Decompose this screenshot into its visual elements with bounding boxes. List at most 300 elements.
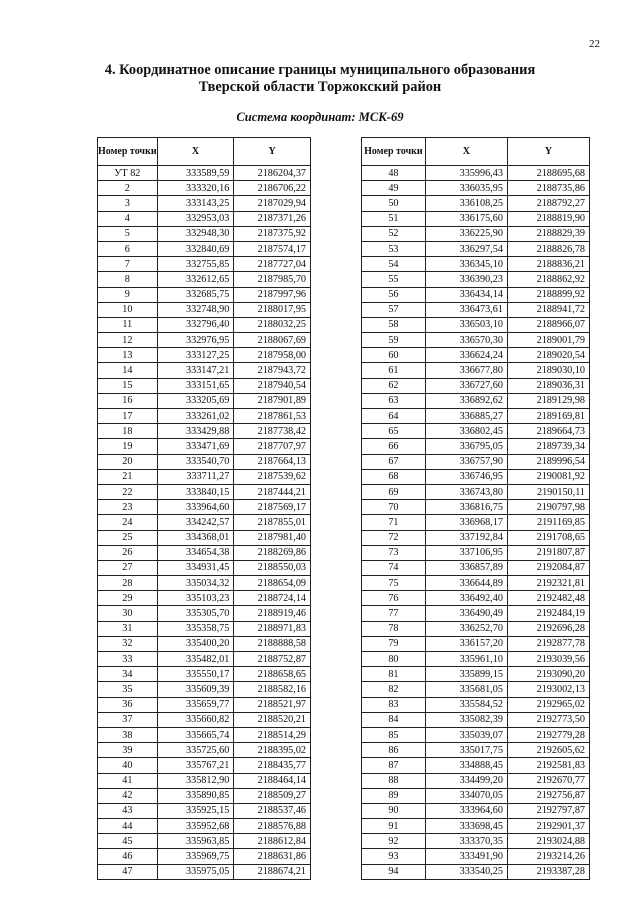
x-coordinate-cell: 335725,60: [157, 743, 234, 758]
point-number-cell: 53: [362, 241, 426, 256]
table-row: [362, 272, 590, 287]
table-row: [362, 849, 590, 864]
y-coordinate-cell: 2188509,27: [234, 788, 311, 803]
y-coordinate-cell: 2193024,88: [507, 834, 589, 849]
coordinate-system-subtitle: Система координат: МСК-69: [236, 110, 404, 124]
point-number-cell: 77: [362, 606, 426, 621]
x-coordinate-cell: 336677,80: [425, 363, 507, 378]
table-row: [362, 409, 590, 424]
table-row: [98, 317, 311, 332]
x-coordinate-cell: 332976,95: [157, 333, 234, 348]
x-coordinate-cell: 333540,25: [425, 864, 507, 879]
point-number-cell: 3: [98, 196, 158, 211]
table-row: [362, 439, 590, 454]
x-coordinate-cell: 335975,05: [157, 864, 234, 879]
point-number-cell: 4: [98, 211, 158, 226]
point-number-cell: 30: [98, 606, 158, 621]
table-row: [98, 226, 311, 241]
y-coordinate-cell: 2188521,97: [234, 697, 311, 712]
x-coordinate-cell: 335017,75: [425, 743, 507, 758]
x-coordinate-cell: 334931,45: [157, 560, 234, 575]
y-coordinate-cell: 2188576,88: [234, 819, 311, 834]
y-coordinate-cell: 2190797,98: [507, 500, 589, 515]
table-row: [362, 819, 590, 834]
x-coordinate-cell: 332612,65: [157, 272, 234, 287]
table-row: [98, 378, 311, 393]
x-coordinate-cell: 336434,14: [425, 287, 507, 302]
point-number-cell: 37: [98, 712, 158, 727]
x-coordinate-cell: 335609,39: [157, 682, 234, 697]
x-coordinate-cell: 336892,62: [425, 393, 507, 408]
x-coordinate-cell: 336727,60: [425, 378, 507, 393]
table-row: [362, 241, 590, 256]
point-number-cell: 47: [98, 864, 158, 879]
table-row: [98, 287, 311, 302]
table-row: [362, 864, 590, 879]
table-row: [98, 803, 311, 818]
table-row: [98, 241, 311, 256]
table-row: [98, 576, 311, 591]
y-coordinate-cell: 2192581,83: [507, 758, 589, 773]
table-row: [362, 333, 590, 348]
table-row: [98, 682, 311, 697]
point-number-cell: 21: [98, 469, 158, 484]
x-coordinate-cell: 333964,60: [425, 803, 507, 818]
table-row: [98, 652, 311, 667]
point-number-cell: 93: [362, 849, 426, 864]
table-row: [362, 576, 590, 591]
table-row: [98, 272, 311, 287]
point-number-cell: 90: [362, 803, 426, 818]
y-coordinate-cell: 2188582,16: [234, 682, 311, 697]
y-coordinate-cell: 2188899,92: [507, 287, 589, 302]
point-number-cell: 87: [362, 758, 426, 773]
point-number-cell: 25: [98, 530, 158, 545]
point-number-cell: 36: [98, 697, 158, 712]
y-coordinate-cell: 2188971,83: [234, 621, 311, 636]
point-number-cell: 52: [362, 226, 426, 241]
x-coordinate-cell: 333540,70: [157, 454, 234, 469]
y-coordinate-cell: 2186706,22: [234, 181, 311, 196]
table-row: [98, 302, 311, 317]
x-coordinate-cell: 333589,59: [157, 166, 234, 181]
x-coordinate-cell: 336503,10: [425, 317, 507, 332]
table-row: [98, 819, 311, 834]
y-coordinate-cell: 2192773,50: [507, 712, 589, 727]
x-coordinate-cell: 335767,21: [157, 758, 234, 773]
point-number-cell: 54: [362, 257, 426, 272]
point-number-cell: 71: [362, 515, 426, 530]
column-header-point: Номер точки: [362, 138, 426, 166]
table-row: [362, 181, 590, 196]
point-number-cell: 13: [98, 348, 158, 363]
point-number-cell: 48: [362, 166, 426, 181]
x-coordinate-cell: 333205,69: [157, 393, 234, 408]
point-number-cell: 82: [362, 682, 426, 697]
point-number-cell: 27: [98, 560, 158, 575]
y-coordinate-cell: 2188520,21: [234, 712, 311, 727]
table-row: [362, 697, 590, 712]
point-number-cell: 63: [362, 393, 426, 408]
table-row: [98, 333, 311, 348]
x-coordinate-cell: 332748,90: [157, 302, 234, 317]
point-number-cell: 51: [362, 211, 426, 226]
point-number-cell: 35: [98, 682, 158, 697]
x-coordinate-cell: 333261,02: [157, 409, 234, 424]
point-number-cell: 70: [362, 500, 426, 515]
point-number-cell: 91: [362, 819, 426, 834]
point-number-cell: 59: [362, 333, 426, 348]
x-coordinate-cell: 332953,03: [157, 211, 234, 226]
x-coordinate-cell: 333698,45: [425, 819, 507, 834]
x-coordinate-cell: 336157,20: [425, 636, 507, 651]
table-row: [98, 363, 311, 378]
table-row: [362, 348, 590, 363]
y-coordinate-cell: 2188514,29: [234, 727, 311, 742]
table-row: [362, 758, 590, 773]
table-row: [362, 211, 590, 226]
point-number-cell: 10: [98, 302, 158, 317]
x-coordinate-cell: 332685,75: [157, 287, 234, 302]
x-coordinate-cell: 334368,01: [157, 530, 234, 545]
x-coordinate-cell: 335899,15: [425, 667, 507, 682]
point-number-cell: 94: [362, 864, 426, 879]
y-coordinate-cell: 2188631,86: [234, 849, 311, 864]
x-coordinate-cell: 337192,84: [425, 530, 507, 545]
x-coordinate-cell: 333127,25: [157, 348, 234, 363]
y-coordinate-cell: 2187901,89: [234, 393, 311, 408]
x-coordinate-cell: 333711,27: [157, 469, 234, 484]
x-coordinate-cell: 334888,45: [425, 758, 507, 773]
x-coordinate-cell: 335665,74: [157, 727, 234, 742]
point-number-cell: 72: [362, 530, 426, 545]
y-coordinate-cell: 2193039,56: [507, 652, 589, 667]
table-row: [98, 196, 311, 211]
point-number-cell: 9: [98, 287, 158, 302]
table-row: [362, 196, 590, 211]
table-row: [98, 484, 311, 499]
y-coordinate-cell: 2188612,84: [234, 834, 311, 849]
point-number-cell: 68: [362, 469, 426, 484]
point-number-cell: 50: [362, 196, 426, 211]
y-coordinate-cell: 2187029,94: [234, 196, 311, 211]
table-row: [362, 226, 590, 241]
y-coordinate-cell: 2189030,10: [507, 363, 589, 378]
point-number-cell: 11: [98, 317, 158, 332]
y-coordinate-cell: 2188862,92: [507, 272, 589, 287]
column-header-x: X: [157, 138, 234, 166]
table-row: [362, 834, 590, 849]
point-number-cell: 32: [98, 636, 158, 651]
table-row: [98, 712, 311, 727]
y-coordinate-cell: 2187375,92: [234, 226, 311, 241]
y-coordinate-cell: 2192482,48: [507, 591, 589, 606]
point-number-cell: 80: [362, 652, 426, 667]
column-header-point: Номер точки: [98, 138, 158, 166]
table-row: [362, 469, 590, 484]
x-coordinate-cell: 336225,90: [425, 226, 507, 241]
x-coordinate-cell: 336644,89: [425, 576, 507, 591]
y-coordinate-cell: 2188826,78: [507, 241, 589, 256]
x-coordinate-cell: 335963,85: [157, 834, 234, 849]
column-header-y: Y: [507, 138, 589, 166]
table-row: [98, 530, 311, 545]
y-coordinate-cell: 2188919,46: [234, 606, 311, 621]
point-number-cell: 67: [362, 454, 426, 469]
x-coordinate-cell: 335681,05: [425, 682, 507, 697]
point-number-cell: 17: [98, 409, 158, 424]
table-row: [362, 712, 590, 727]
point-number-cell: 2: [98, 181, 158, 196]
y-coordinate-cell: 2189739,34: [507, 439, 589, 454]
point-number-cell: 45: [98, 834, 158, 849]
point-number-cell: 88: [362, 773, 426, 788]
table-row: [362, 773, 590, 788]
y-coordinate-cell: 2188032,25: [234, 317, 311, 332]
y-coordinate-cell: 2193387,28: [507, 864, 589, 879]
table-row: [98, 591, 311, 606]
x-coordinate-cell: 335400,20: [157, 636, 234, 651]
point-number-cell: 33: [98, 652, 158, 667]
point-number-cell: 14: [98, 363, 158, 378]
point-number-cell: 7: [98, 257, 158, 272]
table-row: [362, 166, 590, 181]
point-number-cell: УТ 82: [98, 166, 158, 181]
x-coordinate-cell: 336743,80: [425, 484, 507, 499]
point-number-cell: 89: [362, 788, 426, 803]
y-coordinate-cell: 2188735,86: [507, 181, 589, 196]
point-number-cell: 65: [362, 424, 426, 439]
x-coordinate-cell: 335584,52: [425, 697, 507, 712]
y-coordinate-cell: 2191807,87: [507, 545, 589, 560]
y-coordinate-cell: 2188695,68: [507, 166, 589, 181]
x-coordinate-cell: 333370,35: [425, 834, 507, 849]
y-coordinate-cell: 2188654,09: [234, 576, 311, 591]
table-row: [362, 393, 590, 408]
y-coordinate-cell: 2192779,28: [507, 727, 589, 742]
y-coordinate-cell: 2188017,95: [234, 302, 311, 317]
table-row: [98, 743, 311, 758]
table-row: [98, 697, 311, 712]
y-coordinate-cell: 2187981,40: [234, 530, 311, 545]
table-row: [362, 621, 590, 636]
y-coordinate-cell: 2188752,87: [234, 652, 311, 667]
table-row: [362, 743, 590, 758]
x-coordinate-cell: 335358,75: [157, 621, 234, 636]
y-coordinate-cell: 2187569,17: [234, 500, 311, 515]
table-row: [362, 606, 590, 621]
point-number-cell: 73: [362, 545, 426, 560]
table-row: [362, 317, 590, 332]
x-coordinate-cell: 335659,77: [157, 697, 234, 712]
x-coordinate-cell: 334654,38: [157, 545, 234, 560]
x-coordinate-cell: 333429,88: [157, 424, 234, 439]
y-coordinate-cell: 2189036,31: [507, 378, 589, 393]
x-coordinate-cell: 336570,30: [425, 333, 507, 348]
table-row: [362, 302, 590, 317]
x-coordinate-cell: 336473,61: [425, 302, 507, 317]
y-coordinate-cell: 2192756,87: [507, 788, 589, 803]
table-row: [98, 636, 311, 651]
point-number-cell: 84: [362, 712, 426, 727]
point-number-cell: 28: [98, 576, 158, 591]
point-number-cell: 57: [362, 302, 426, 317]
y-coordinate-cell: 2187985,70: [234, 272, 311, 287]
y-coordinate-cell: 2188836,21: [507, 257, 589, 272]
point-number-cell: 23: [98, 500, 158, 515]
y-coordinate-cell: 2188435,77: [234, 758, 311, 773]
y-coordinate-cell: 2187943,72: [234, 363, 311, 378]
y-coordinate-cell: 2188658,65: [234, 667, 311, 682]
point-number-cell: 24: [98, 515, 158, 530]
y-coordinate-cell: 2192877,78: [507, 636, 589, 651]
y-coordinate-cell: 2192797,87: [507, 803, 589, 818]
point-number-cell: 38: [98, 727, 158, 742]
title-line-1: 4. Координатное описание границы муниципального образования: [104, 62, 536, 78]
y-coordinate-cell: 2192965,02: [507, 697, 589, 712]
table-row: [98, 758, 311, 773]
point-number-cell: 46: [98, 849, 158, 864]
x-coordinate-cell: 333471,69: [157, 439, 234, 454]
column-header-x: X: [425, 138, 507, 166]
table-row: [362, 727, 590, 742]
y-coordinate-cell: 2187861,53: [234, 409, 311, 424]
point-number-cell: 49: [362, 181, 426, 196]
y-coordinate-cell: 2193090,20: [507, 667, 589, 682]
point-number-cell: 69: [362, 484, 426, 499]
table-row: [362, 287, 590, 302]
y-coordinate-cell: 2188941,72: [507, 302, 589, 317]
table-row: [98, 181, 311, 196]
y-coordinate-cell: 2187997,96: [234, 287, 311, 302]
y-coordinate-cell: 2193002,13: [507, 682, 589, 697]
point-number-cell: 8: [98, 272, 158, 287]
point-number-cell: 62: [362, 378, 426, 393]
y-coordinate-cell: 2188550,03: [234, 560, 311, 575]
y-coordinate-cell: 2192670,77: [507, 773, 589, 788]
y-coordinate-cell: 2188819,90: [507, 211, 589, 226]
table-row: [98, 393, 311, 408]
column-header-y: Y: [234, 138, 311, 166]
x-coordinate-cell: 333147,21: [157, 363, 234, 378]
x-coordinate-cell: 335812,90: [157, 773, 234, 788]
x-coordinate-cell: 335961,10: [425, 652, 507, 667]
point-number-cell: 58: [362, 317, 426, 332]
table-row: [362, 788, 590, 803]
point-number-cell: 83: [362, 697, 426, 712]
point-number-cell: 6: [98, 241, 158, 256]
x-coordinate-cell: 335103,23: [157, 591, 234, 606]
x-coordinate-cell: 333840,15: [157, 484, 234, 499]
y-coordinate-cell: 2188674,21: [234, 864, 311, 879]
table-row: [98, 211, 311, 226]
point-number-cell: 76: [362, 591, 426, 606]
table-row: [362, 560, 590, 575]
point-number-cell: 42: [98, 788, 158, 803]
x-coordinate-cell: 335996,43: [425, 166, 507, 181]
y-coordinate-cell: 2188966,07: [507, 317, 589, 332]
table-row: [362, 530, 590, 545]
y-coordinate-cell: 2192696,28: [507, 621, 589, 636]
table-row: [98, 257, 311, 272]
point-number-cell: 5: [98, 226, 158, 241]
table-row: [98, 424, 311, 439]
y-coordinate-cell: 2191169,85: [507, 515, 589, 530]
y-coordinate-cell: 2187855,01: [234, 515, 311, 530]
x-coordinate-cell: 335660,82: [157, 712, 234, 727]
table-row: [362, 257, 590, 272]
table-row: [98, 409, 311, 424]
x-coordinate-cell: 332796,40: [157, 317, 234, 332]
y-coordinate-cell: 2188792,27: [507, 196, 589, 211]
table-row: [98, 788, 311, 803]
table-row: [98, 606, 311, 621]
table-row: [98, 439, 311, 454]
point-number-cell: 12: [98, 333, 158, 348]
point-number-cell: 31: [98, 621, 158, 636]
x-coordinate-cell: 336795,05: [425, 439, 507, 454]
title-line-2: Тверской области Торжокский район: [198, 79, 442, 95]
x-coordinate-cell: 335890,85: [157, 788, 234, 803]
x-coordinate-cell: 335482,01: [157, 652, 234, 667]
coordinates-table-left: [97, 137, 311, 880]
table-row: [362, 363, 590, 378]
y-coordinate-cell: 2191708,65: [507, 530, 589, 545]
y-coordinate-cell: 2187371,26: [234, 211, 311, 226]
point-number-cell: 40: [98, 758, 158, 773]
y-coordinate-cell: 2188888,58: [234, 636, 311, 651]
x-coordinate-cell: 336624,24: [425, 348, 507, 363]
table-row: [362, 652, 590, 667]
y-coordinate-cell: 2189169,81: [507, 409, 589, 424]
x-coordinate-cell: 334070,05: [425, 788, 507, 803]
y-coordinate-cell: 2186204,37: [234, 166, 311, 181]
table-row: [98, 515, 311, 530]
table-row: [98, 667, 311, 682]
table-row: [362, 591, 590, 606]
table-row: [98, 166, 311, 181]
x-coordinate-cell: 333964,60: [157, 500, 234, 515]
x-coordinate-cell: 336757,90: [425, 454, 507, 469]
y-coordinate-cell: 2192084,87: [507, 560, 589, 575]
y-coordinate-cell: 2188464,14: [234, 773, 311, 788]
x-coordinate-cell: 336885,27: [425, 409, 507, 424]
y-coordinate-cell: 2192321,81: [507, 576, 589, 591]
y-coordinate-cell: 2187727,04: [234, 257, 311, 272]
x-coordinate-cell: 336108,25: [425, 196, 507, 211]
y-coordinate-cell: 2187574,17: [234, 241, 311, 256]
y-coordinate-cell: 2188829,39: [507, 226, 589, 241]
point-number-cell: 92: [362, 834, 426, 849]
point-number-cell: 22: [98, 484, 158, 499]
y-coordinate-cell: 2188395,02: [234, 743, 311, 758]
table-header-row: [98, 138, 311, 166]
y-coordinate-cell: 2189664,73: [507, 424, 589, 439]
y-coordinate-cell: 2188269,86: [234, 545, 311, 560]
point-number-cell: 15: [98, 378, 158, 393]
table-row: [362, 667, 590, 682]
x-coordinate-cell: 336297,54: [425, 241, 507, 256]
x-coordinate-cell: 332948,30: [157, 226, 234, 241]
table-row: [98, 500, 311, 515]
x-coordinate-cell: 335952,68: [157, 819, 234, 834]
x-coordinate-cell: 335039,07: [425, 727, 507, 742]
point-number-cell: 56: [362, 287, 426, 302]
table-row: [98, 864, 311, 879]
x-coordinate-cell: 336968,17: [425, 515, 507, 530]
table-row: [98, 834, 311, 849]
x-coordinate-cell: 336746,95: [425, 469, 507, 484]
